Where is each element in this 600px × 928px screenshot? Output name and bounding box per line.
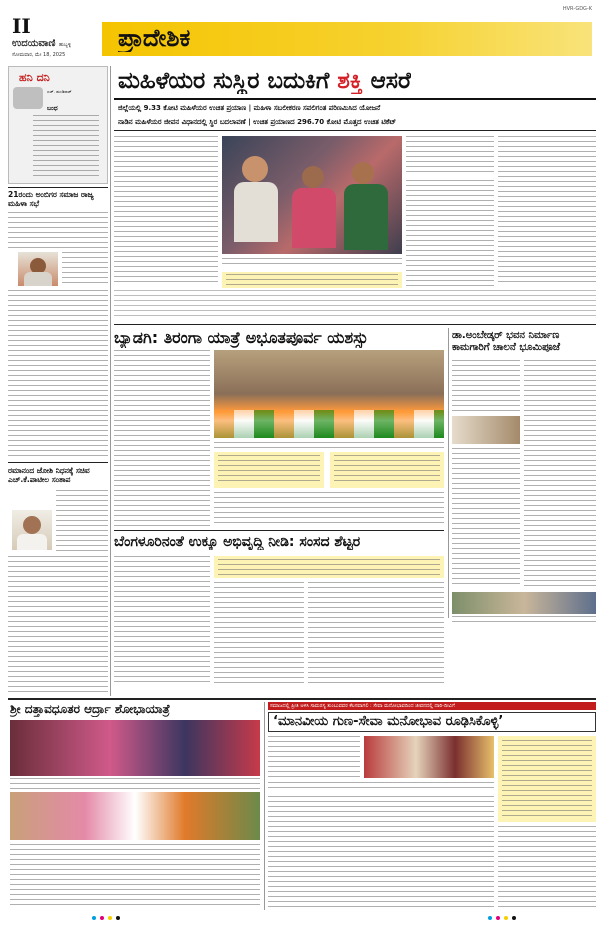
poem-text xyxy=(33,115,99,179)
brand-name: ಉದಯವಾಣಿ xyxy=(12,38,56,49)
lead-body-col1 xyxy=(114,136,218,282)
ambedkar-photo2 xyxy=(452,592,596,614)
lead-quote-side2 xyxy=(406,180,494,226)
ambedkar-body-col2 xyxy=(524,360,596,588)
divider xyxy=(114,530,444,531)
registration-mark xyxy=(488,916,492,920)
datta-caption xyxy=(10,778,260,790)
registration-mark xyxy=(496,916,500,920)
column-rule xyxy=(110,66,111,696)
masthead xyxy=(0,0,600,66)
left-story1-photo xyxy=(18,252,58,286)
lead-quote xyxy=(222,272,402,288)
left-story2-body xyxy=(8,556,108,694)
tiranga-quote2 xyxy=(330,452,444,488)
bengaluru-body-col2 xyxy=(214,582,304,686)
lead-headline-part2: ಆಸರೆ xyxy=(362,68,412,94)
left-story2-photo xyxy=(12,510,52,550)
registration-mark xyxy=(100,916,104,920)
lead-body-col4 xyxy=(498,136,596,286)
brand-logo xyxy=(12,38,71,49)
left-story1-body xyxy=(8,212,108,250)
hani-dani-logo: ಹನಿ ದನಿ xyxy=(19,71,50,84)
left-story2-headline: ರಮಾನಂದ ಜೋಶಿ ನಿಧನಕ್ಕೆ ಸಚಿವ ಎಚ್.ಕೆ.ಪಾಟೀಲ ಸಂತಾಪ xyxy=(8,466,90,484)
bengaluru-body-col1 xyxy=(114,556,210,686)
datta-photo2 xyxy=(10,792,260,840)
left-story2-body-side xyxy=(56,490,108,554)
registration-mark xyxy=(512,916,516,920)
datta-body xyxy=(10,844,260,908)
author-photo xyxy=(13,87,43,109)
manaviya-body xyxy=(268,796,494,908)
divider xyxy=(8,462,108,463)
edition-code: HVR-GDG-K xyxy=(562,6,592,12)
hani-dani-box xyxy=(8,66,108,184)
ambedkar-headline: ಡಾ.ಅಂಬೇಡ್ಕರ್ ಭವನ ನಿರ್ಮಾಣ ಕಾಮಗಾರಿಗೆ ಚಾಲನೆ ಭೂಮಿಪೂಜೆ xyxy=(452,330,560,353)
datta-photo1 xyxy=(10,720,260,776)
manaviya-kicker: ಸಮಾಜದಲ್ಲಿ ಪ್ರೀತಿ ಅಳಿಸಿ ಸಾಮರಸ್ಯ ತುಂಬುವವರ ಕೆಲಸವಾಗಲಿ : ಸೇವಾ ಮನೋಭಾವದಿಂದ ಜೀವನದಲ್ಲಿ ದಾರಿ-ದೀವಿಗೆ xyxy=(268,702,596,710)
tiranga-body-cols xyxy=(214,492,444,526)
divider xyxy=(8,698,596,700)
left-story1-headline: 21ರಂದು ಅಂಬಿಗರ ಸಮಾಜ ರಾಜ್ಯ ಮಹಿಳಾ ಸಭೆ xyxy=(8,190,94,208)
left-story1-body-cont xyxy=(8,290,108,458)
tiranga-caption xyxy=(214,442,444,450)
edition-label: ಹುಬ್ಬಳ್ಳಿ xyxy=(58,42,72,48)
bengaluru-body-col3 xyxy=(308,582,444,686)
divider xyxy=(114,130,596,131)
hani-dani-author: ಎಚ್. ಡುಂಡಿರಾಜ್ xyxy=(47,89,72,94)
column-rule xyxy=(264,702,265,910)
ambedkar-caption xyxy=(452,616,596,624)
datta-headline: ಶ್ರೀ ದತ್ತಾವಧೂತರ ಆರ್ದ್ರಾ ಶೋಭಾಯಾತ್ರೆ xyxy=(10,702,170,716)
registration-mark xyxy=(92,916,96,920)
manaviya-caption xyxy=(268,782,494,792)
column-rule xyxy=(448,328,449,618)
registration-mark xyxy=(108,916,112,920)
ambedkar-photo xyxy=(452,416,520,444)
registration-mark xyxy=(116,916,120,920)
lead-deck-line1: ಜಿಲ್ಲೆಯಲ್ಲಿ 9.33 ಕೋಟಿ ಮಹಿಳೆಯರ ಉಚಿತ ಪ್ರಯಾಣ | ಮಹಿಳಾ ಸಬಲೀಕರಣ ಸವಲಿಗಂತ ಪರಿಣಮಿಸಿದ ಯೋಜನೆ xyxy=(118,104,381,112)
dateline: ಸೋಮವಾರ, ಮೇ 18, 2025 xyxy=(12,52,66,58)
poem-title: ಬಂಧ xyxy=(47,105,58,112)
lead-headline-part1: ಮಹಿಳೆಯರ ಸುಸ್ಥಿರ ಬದುಕಿಗೆ xyxy=(118,68,338,94)
lead-photo-caption xyxy=(222,258,402,268)
divider xyxy=(8,187,108,188)
page-number: II xyxy=(12,14,31,38)
ambedkar-body-col1 xyxy=(452,360,520,412)
manaviya-body-col4 xyxy=(498,826,596,908)
lead-quote-side3 xyxy=(406,230,494,286)
lead-stats-table xyxy=(114,290,596,320)
bengaluru-headline: ಬೆಂಗಳೂರಿನಂತೆ ಉಕ್ಕೂ ಅಭಿವೃದ್ಧಿ ನೀಡಿ: ಸಂಸದ ಶೆಟ್ಟರ xyxy=(114,534,361,550)
tiranga-body-col1b xyxy=(114,450,210,526)
ambedkar-body-col1b xyxy=(452,448,520,588)
manaviya-headline: ‘ಮಾನವೀಯ ಗುಣ-ಸೇವಾ ಮನೋಭಾವ ರೂಢಿಸಿಕೊಳ್ಳಿ’ xyxy=(268,712,596,732)
tiranga-headline: ಬ್ಯಾಡಗಿ: ತಿರಂಗಾ ಯಾತ್ರೆ ಅಭೂತಪೂರ್ವ ಯಶಸ್ಸು xyxy=(114,328,369,347)
lead-headline-accent: ಶಕ್ತಿ xyxy=(337,68,363,94)
lead-headline xyxy=(118,68,411,94)
left-story1-body-side xyxy=(62,252,108,286)
divider xyxy=(114,324,596,325)
tiranga-quote1 xyxy=(214,452,324,488)
manaviya-body-col1 xyxy=(268,736,360,778)
tiranga-body-col1 xyxy=(114,350,210,446)
section-band xyxy=(102,22,592,56)
lead-quote-side1 xyxy=(406,136,494,176)
registration-mark xyxy=(504,916,508,920)
lead-headline-bar xyxy=(114,66,596,100)
section-title: ಪ್ರಾದೇಶಿಕ xyxy=(118,24,191,52)
lead-deck-line2: ನಾಡಿನ ಮಹಿಳೆಯರ ಜೀವನ ವಿಧಾನದಲ್ಲಿ ಸ್ಥಿರ ಬದಲಾವಣೆ | ಉಚಿತ ಪ್ರಯಾಣದ 296.70 ಕೋಟಿ ಮೊತ್ತದ ಉಚಿತ ಟಿಕೆಟ್ xyxy=(118,118,397,126)
manaviya-photo xyxy=(364,736,494,778)
tiranga-photo xyxy=(214,350,444,438)
bengaluru-quote xyxy=(214,556,444,578)
lead-photo xyxy=(222,136,402,254)
manaviya-quote xyxy=(498,736,596,822)
